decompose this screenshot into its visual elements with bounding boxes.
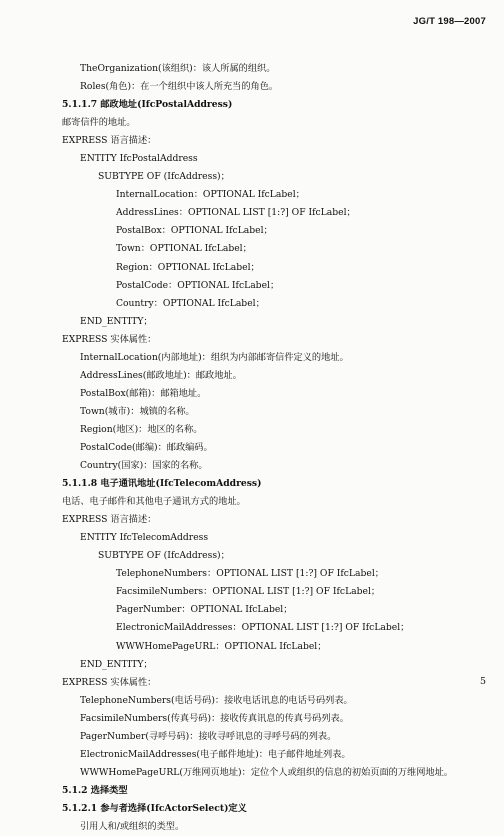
running-header: JG/T 198—2007 xyxy=(413,16,486,27)
text-line: Country：OPTIONAL IfcLabel； xyxy=(116,297,265,309)
text-line: EXPRESS 语言描述： xyxy=(62,514,157,526)
text-line: FacsimileNumbers(传真号码)：接收传真讯息的传真号码列表。 xyxy=(80,712,349,724)
text-line: Roles(角色)：在一个组织中该人所充当的角色。 xyxy=(80,81,279,93)
text-line: 邮寄信件的地址。 xyxy=(62,117,136,129)
text-line: PostalCode(邮编)：邮政编码。 xyxy=(80,441,213,453)
text-line: EXPRESS 实体属性： xyxy=(62,676,157,688)
text-line: Town：OPTIONAL IfcLabel； xyxy=(116,243,252,255)
text-line: EXPRESS 语言描述： xyxy=(62,135,157,147)
text-line: END_ENTITY； xyxy=(80,658,153,670)
text-line: SUBTYPE OF (IfcAddress)； xyxy=(98,171,230,183)
text-line: ENTITY IfcTelecomAddress xyxy=(80,532,209,544)
section-heading: 5.1.2 选择类型 xyxy=(62,784,128,796)
text-line: 电话、电子邮件和其他电子通讯方式的地址。 xyxy=(62,496,246,508)
text-line: TelephoneNumbers(电话号码)：接收电话讯息的电话号码列表。 xyxy=(80,694,353,706)
page-number: 5 xyxy=(479,676,486,687)
text-line: PostalBox(邮箱)：邮箱地址。 xyxy=(80,387,207,399)
text-line: PagerNumber(寻呼号码)：接收寻呼讯息的寻呼号码的列表。 xyxy=(80,730,337,742)
text-line: InternalLocation：OPTIONAL IfcLabel； xyxy=(116,189,305,201)
section-heading: 5.1.1.8 电子通讯地址(IfcTelecomAddress) xyxy=(62,478,262,490)
text-line: EXPRESS 实体属性： xyxy=(62,333,157,345)
text-line: PostalBox：OPTIONAL IfcLabel； xyxy=(116,225,273,237)
text-line: PagerNumber：OPTIONAL IfcLabel； xyxy=(116,604,293,616)
text-line: Region(地区)：地区的名称。 xyxy=(80,423,203,435)
text-line: TelephoneNumbers：OPTIONAL LIST [1:?] OF IfcLabel； xyxy=(116,568,384,580)
text-line: Town(城市)：城镇的名称。 xyxy=(80,405,195,417)
text-line: AddressLines(邮政地址)：邮政地址。 xyxy=(80,369,242,381)
text-line: PostalCode：OPTIONAL IfcLabel； xyxy=(116,279,280,291)
text-line: ElectronicMailAddresses(电子邮件地址)：电子邮件地址列表。 xyxy=(80,748,351,760)
text-line: AddressLines：OPTIONAL LIST [1:?] OF IfcLabel； xyxy=(116,207,356,219)
text-line: Region：OPTIONAL IfcLabel； xyxy=(116,261,260,273)
text-line: TheOrganization(该组织)：该人所属的组织。 xyxy=(80,63,276,74)
text-line: ElectronicMailAddresses：OPTIONAL LIST [1:?] OF IfcLabel； xyxy=(116,622,410,634)
text-line: WWWHomePageURL(万维网页地址)：定位个人或组织的信息的初始页面的万维网地址。 xyxy=(80,766,453,778)
section-heading: 5.1.2.1 参与者选择(IfcActorSelect)定义 xyxy=(62,802,247,814)
text-line: InternalLocation(内部地址)：组织为内部邮寄信件定义的地址。 xyxy=(80,351,349,363)
text-line: Country(国家)：国家的名称。 xyxy=(80,460,208,472)
section-heading: 5.1.1.7 邮政地址(IfcPostalAddress) xyxy=(62,99,233,111)
text-line: 引用人和/或组织的类型。 xyxy=(80,820,185,832)
text-line: END_ENTITY； xyxy=(80,315,153,327)
text-line: SUBTYPE OF (IfcAddress)； xyxy=(98,550,230,562)
text-line: ENTITY IfcPostalAddress xyxy=(80,153,198,165)
document-body xyxy=(0,60,504,836)
text-line: FacsimileNumbers：OPTIONAL LIST [1:?] OF IfcLabel； xyxy=(116,586,381,598)
text-line: WWWHomePageURL：OPTIONAL IfcLabel； xyxy=(116,640,327,652)
